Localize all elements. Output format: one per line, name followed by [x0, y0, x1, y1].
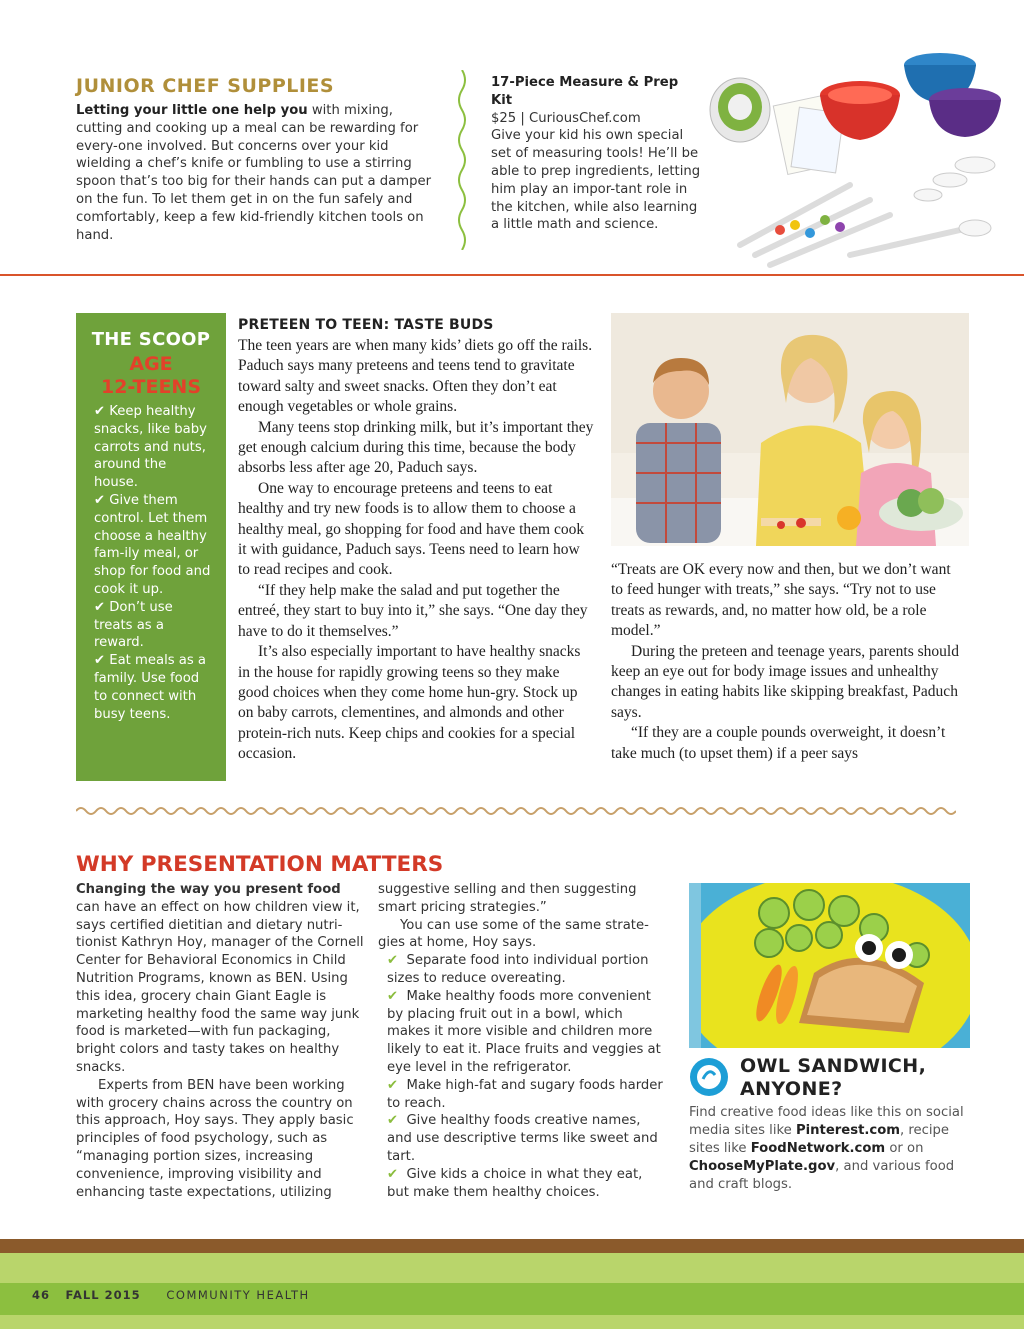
junior-chef-heading: JUNIOR CHEF SUPPLIES [76, 75, 335, 97]
horizontal-wavy-divider [76, 803, 956, 819]
scoop-tips [94, 403, 214, 723]
presentation-lead: Changing the way you present food [76, 882, 341, 897]
kit-description [491, 74, 701, 234]
preteen-column-1 [238, 336, 594, 765]
check-icon: ✔ [387, 1077, 399, 1093]
paragraph: Changing the way you present food can have an effect on how children view it, says certified dietitian and dietary nutri-tionist Kathryn Hoy, manager of the Cornell Center for Behavioral Economics in Child Nutrition Programs, known as BEN. Using this idea, grocery chain Giant Eagle is marketing healthy food the same way junk food is marketed—with fun packaging, bright colors and tasty takes on healthy snacks. [76, 882, 364, 1075]
check-icon: ✔ [94, 599, 110, 615]
check-icon: ✔ [387, 1113, 399, 1129]
presentation-tip: ✔ Give kids a choice in what they eat, but make them healthy choices. [387, 1166, 643, 1200]
preteen-heading: PRETEEN TO TEEN: TASTE BUDS [238, 317, 494, 333]
presentation-tip: ✔ Make healthy foods more convenient by placing fruit out in a bowl, which makes it more visible and children more likely to eat it. Place fruits and veggies at eye level in the refrigerator. [387, 988, 661, 1075]
scoop-tip: ✔ Keep healthy snacks, like baby carrots and nuts, around the house. [94, 404, 207, 491]
owl-heading: OWL SANDWICH, ANYONE? [740, 1055, 927, 1100]
kit-title: 17-Piece Measure & Prep Kit [491, 75, 679, 108]
footer-dirt-band [0, 1239, 1024, 1253]
owl-sandwich-photo [689, 883, 970, 1048]
paragraph: “If they are a couple pounds overweight, it doesn’t take much (to upset them) if a peer says [611, 724, 946, 762]
link-foodnetwork[interactable]: FoodNetwork.com [750, 1141, 886, 1156]
issue-date: FALL 2015 [65, 1288, 141, 1302]
check-icon: ✔ [387, 1166, 399, 1182]
owl-body: Find creative food ideas like this on social media sites like Pinterest.com, recipe sites like FoodNetwork.com or on ChooseMyPlate.gov, and various food and craft blogs. [689, 1105, 964, 1192]
scoop-age: AGE [129, 353, 173, 375]
footer-band [0, 1315, 1024, 1329]
footer-band [0, 1253, 1024, 1283]
check-icon: ✔ [94, 404, 110, 419]
paragraph: suggestive selling and then suggesting smart pricing strategies.” [378, 882, 637, 915]
family-cooking-photo [611, 313, 969, 546]
preteen-column-2 [611, 560, 963, 764]
paragraph: It’s also especially important to have healthy snacks in the house for rapidly growing teens so they make good choices when they come home hun-gry. Stock up on baby carrots, clementines, and almonds and other protein-rich nuts. Keep chips and cookies for a special occasion. [238, 643, 581, 763]
paragraph: The teen years are when many kids’ diets go off the rails. Paduch says many preteens and teens tend to gravitate toward salty and sweet snacks. Often they don’t eat enough vegetables or whole grains. [238, 337, 593, 416]
presentation-tip: ✔ Separate food into individual portion sizes to reduce overeating. [387, 953, 649, 986]
scoop-tip: ✔ Eat meals as a family. Use food to connect with busy teens. [94, 653, 207, 722]
link-choosemyplate[interactable]: ChooseMyPlate.gov [689, 1159, 836, 1174]
paragraph: During the preteen and teenage years, parents should keep an eye out for body image issues and unhealthy changes in eating habits like skipping breakfast, Paduch says. [611, 642, 959, 721]
section-divider [0, 274, 1024, 276]
paragraph: Experts from BEN have been working with grocery chains across the country on this approach, Hoy says. They apply basic principles of food psychology, such as “managing portion sizes, increasing convenience, improving visibility and enhancing taste expectations, utilizing [76, 1077, 354, 1200]
presentation-tip: ✔ Give healthy foods creative names, and use descriptive terms like sweet and tart. [387, 1113, 658, 1164]
kit-price: $25 | CuriousChef.com [491, 110, 641, 126]
scoop-tip: ✔ Don’t use treats as a reward. [94, 599, 173, 651]
paragraph: Many teens stop drinking milk, but it’s important they get enough calcium during this time, because the body absorbs less after age 20, Paduch says. [238, 418, 594, 477]
presentation-column-1 [76, 881, 366, 1201]
social-media-icon [689, 1057, 729, 1097]
junior-chef-body [76, 102, 442, 244]
scoop-tip: ✔ Give them control. Let them choose a healthy fam-ily meal, or shop for food and cook it up. [94, 492, 211, 597]
vertical-wavy-divider [452, 70, 472, 250]
paragraph: “Treats are OK every now and then, but we don’t want to feed hunger with treats,” she says. “Try not to use treats as rewards, and, no matter how old, be a role model.” [611, 561, 951, 640]
paragraph: One way to encourage preteens and teens to eat healthy and try new foods is to allow them to choose a healthy meal, go shopping for food and have them cook it with guidance, Paduch says. Teens need to learn how to read recipes and cook. [238, 479, 585, 579]
scoop-title: THE SCOOP [91, 329, 211, 350]
check-icon: ✔ [387, 953, 399, 969]
footer-folio [32, 1288, 310, 1302]
link-pinterest[interactable]: Pinterest.com [795, 1123, 901, 1138]
check-icon: ✔ [94, 653, 110, 669]
scoop-age-range: 12-TEENS [100, 376, 202, 398]
page-number: 46 [32, 1288, 51, 1302]
check-icon: ✔ [94, 492, 110, 508]
scoop-sidebar [76, 313, 226, 781]
kit-desc: Give your kid his own special set of measuring tools! He’ll be able to prep ingredients, letting him play an impor-tant role in the kitchen, while also learning a little math and science. [491, 128, 701, 233]
magazine-name: COMMUNITY HEALTH [166, 1288, 310, 1302]
junior-lead: Letting your little one help you [76, 103, 308, 118]
junior-text: with mixing, cutting and cooking up a meal can be rewarding for every-one involved. But concerns over your kid wielding a chef’s knife or fumbling to use a stirring spoon that’s too big for their hands can put a damper on the fun. To let them get in on the fun safely and comfortably, keep a few kid-friendly kitchen tools on hand. [76, 103, 431, 243]
presentation-tip: ✔ Make high-fat and sugary foods harder to reach. [387, 1077, 663, 1111]
paragraph: “If they help make the salad and put together the entreé, they start to buy into it,” she says. “One day they have to do it themselves.” [238, 581, 588, 640]
presentation-column-2 [378, 881, 668, 1201]
measuring-kit-photo [700, 45, 1010, 275]
check-icon: ✔ [387, 988, 399, 1004]
presentation-heading: WHY PRESENTATION MATTERS [76, 852, 444, 877]
paragraph: You can use some of the same strate-gies at home, Hoy says. [378, 917, 649, 951]
